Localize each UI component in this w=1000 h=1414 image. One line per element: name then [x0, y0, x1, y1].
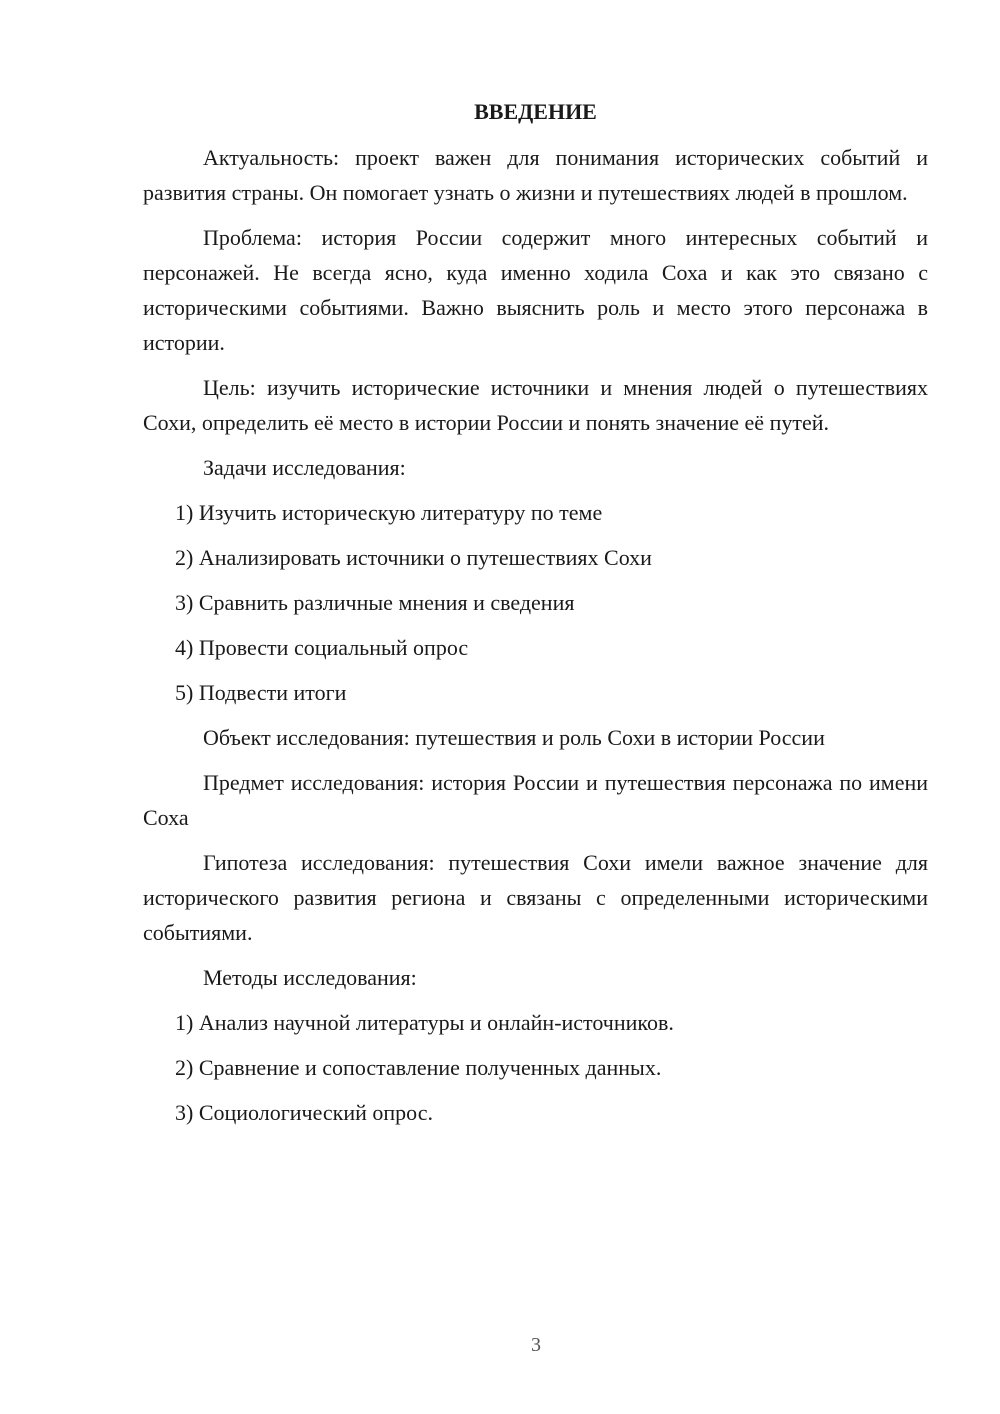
method-item: 2) Сравнение и сопоставление полученных данных.: [175, 1055, 662, 1080]
method-item: 3) Социологический опрос.: [175, 1100, 433, 1125]
task-item: 5) Подвести итоги: [175, 680, 347, 705]
subject-paragraph: Предмет исследования: история России и путешествия персонажа по имени Соха: [143, 770, 928, 830]
object-statement: Объект исследования: путешествия и роль Сохи в истории России: [203, 725, 825, 750]
goal-paragraph: Цель: изучить исторические источники и мнения людей о путешествиях Сохи, определить её место в истории России и понять значение её путей.: [143, 375, 928, 435]
tasks-title: Задачи исследования:: [203, 455, 406, 480]
section-heading: ВВЕДЕНИЕ: [474, 99, 597, 124]
method-item: 1) Анализ научной литературы и онлайн-источников.: [175, 1010, 674, 1035]
task-item: 3) Сравнить различные мнения и сведения: [175, 590, 575, 615]
task-item: 4) Провести социальный опрос: [175, 635, 469, 660]
relevance-paragraph: Актуальность: проект важен для понимания исторических событий и развития страны. Он помогает узнать о жизни и путешествиях людей в прошлом.: [143, 145, 928, 205]
task-item: 2) Анализировать источники о путешествиях Сохи: [175, 545, 652, 570]
page-number: 3: [531, 1334, 541, 1356]
page-content: [143, 94, 928, 1140]
methods-title: Методы исследования:: [203, 965, 417, 990]
task-item: 1) Изучить историческую литературу по теме: [175, 500, 603, 525]
hypothesis-paragraph: Гипотеза исследования: путешествия Сохи имели важное значение для исторического развития региона и связаны с определенными историческими событиями.: [143, 850, 928, 945]
problem-paragraph: Проблема: история России содержит много интересных событий и персонажей. Не всегда ясно, куда именно ходила Соха и как это связано с историческими событиями. Важно выяснить роль и место этого персонажа в истории.: [143, 225, 928, 355]
